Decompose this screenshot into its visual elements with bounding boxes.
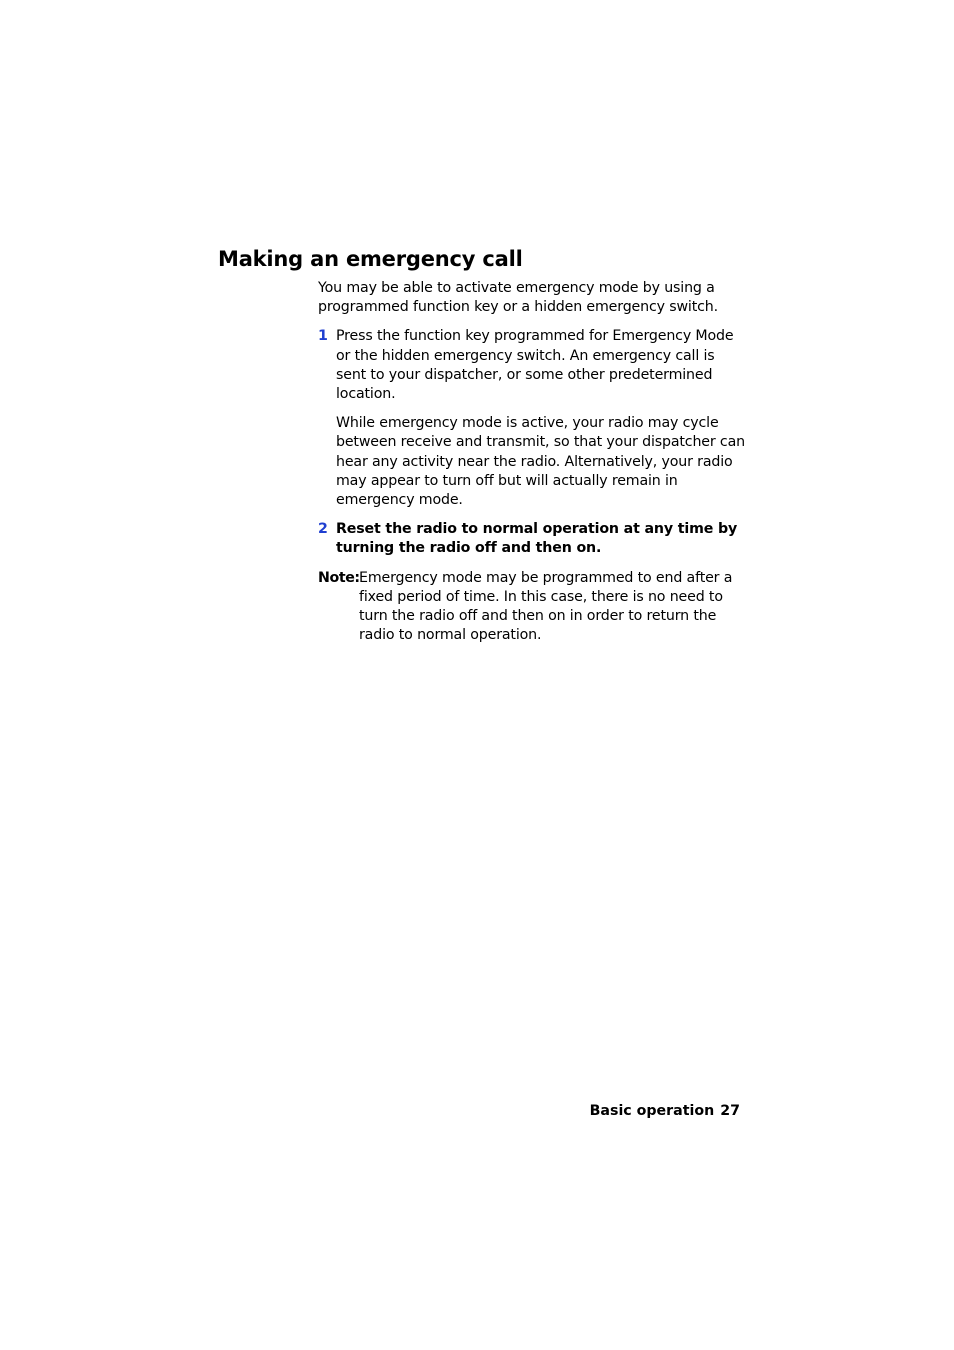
step-1 xyxy=(318,327,748,404)
footer-section-title: Basic operation xyxy=(589,1103,715,1119)
step-2 xyxy=(318,520,748,558)
body-column xyxy=(318,279,748,645)
step-text: Press the function key programmed for Emergency Mode or the hidden emergency switch. An emergency call is sent to your dispatcher, or some other predetermined location. xyxy=(336,328,734,403)
note-label: Note: xyxy=(318,569,360,586)
intro-paragraph: You may be able to activate emergency mode by using a programmed function key or a hidden emergency switch. xyxy=(318,280,718,316)
step-number: 2 xyxy=(318,521,328,538)
step-1-followup-paragraph: While emergency mode is active, your radio may cycle between receive and transmit, so that your dispatcher can hear any activity near the radio. Alternatively, your radio may appear to turn off but will actually remain in emergency mode. xyxy=(336,415,745,509)
note-text: Emergency mode may be programmed to end after a fixed period of time. In this case, there is no need to turn the radio off and then on in order to return the radio to normal operation. xyxy=(359,569,733,644)
page-footer xyxy=(590,1101,740,1121)
page-heading: Making an emergency call xyxy=(218,247,523,271)
page-number: 27 xyxy=(720,1103,740,1119)
step-text: Reset the radio to normal operation at any time by turning the radio off and then on. xyxy=(336,521,738,557)
note-block xyxy=(318,569,748,646)
step-number: 1 xyxy=(318,328,328,345)
